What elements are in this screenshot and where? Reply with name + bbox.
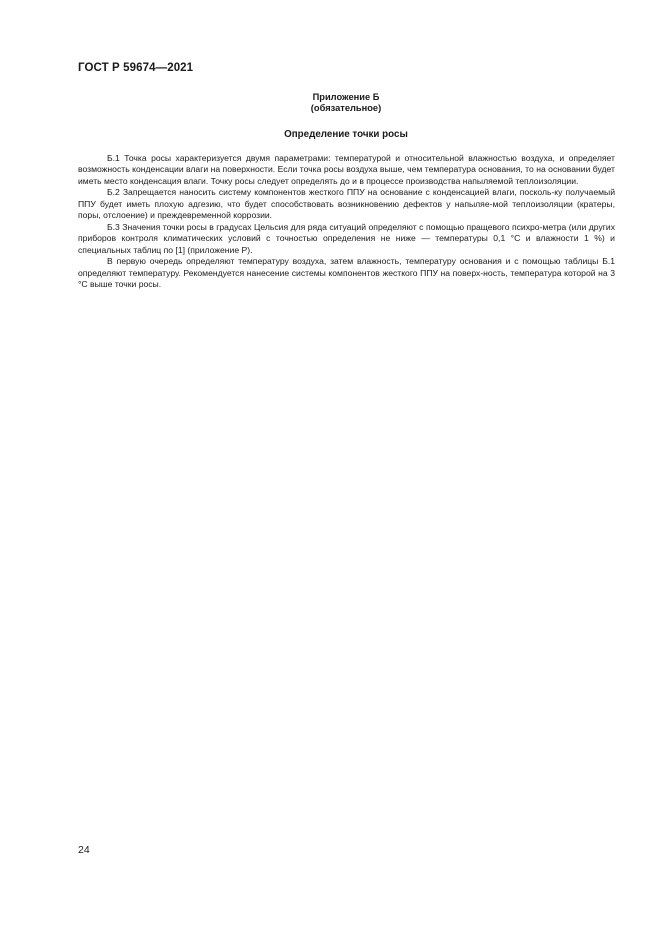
- paragraph-b3: Б.3 Значения точки росы в градусах Цельсия для ряда ситуаций определяют с помощью пращевого психро-метра (или других приборов контроля климатических условий с точностью определения не ниже — температуры 0,1 °С и влажности 1 %) и специальных таблиц по [1] (приложение Р).: [78, 221, 615, 255]
- annex-label: Приложение Б: [312, 92, 380, 102]
- annex-body: [78, 153, 615, 290]
- annex-status: (обязательное): [310, 103, 382, 113]
- page-number: 24: [78, 844, 90, 856]
- paragraph-b3-continued: В первую очередь определяют температуру воздуха, затем влажность, температуру основания и с помощью таблицы Б.1 определяют температуру. Рекомендуется нанесение системы компонентов жесткого ППУ на поверх-ность, температура которой на 3 °С выше точки росы.: [78, 256, 615, 289]
- paragraph-b1: Б.1 Точка росы характеризуется двумя параметрами: температурой и относительной влажностью воздуха, и определяет возможность конденсации влаги на поверхности. Если точка росы воздуха выше, чем температура основания, то на основании будет иметь место конденсация влаги. Точку росы следует определять до и в процессе производства напыляемой теплоизоляции.: [78, 153, 615, 186]
- document-code: ГОСТ Р 59674—2021: [78, 62, 194, 74]
- paragraph-b2: Б.2 Запрещается наносить систему компонентов жесткого ППУ на основание с конденсацией влаги, посколь-ку получаемый ППУ будет иметь плохую адгезию, что будет способствовать возникновению дефектов у напыляе-мой теплоизоляции (кратеры, поры, отслоение) и преждевременной коррозии.: [78, 187, 615, 221]
- annex-heading: [78, 92, 614, 114]
- annex-title: Определение точки росы: [284, 129, 408, 140]
